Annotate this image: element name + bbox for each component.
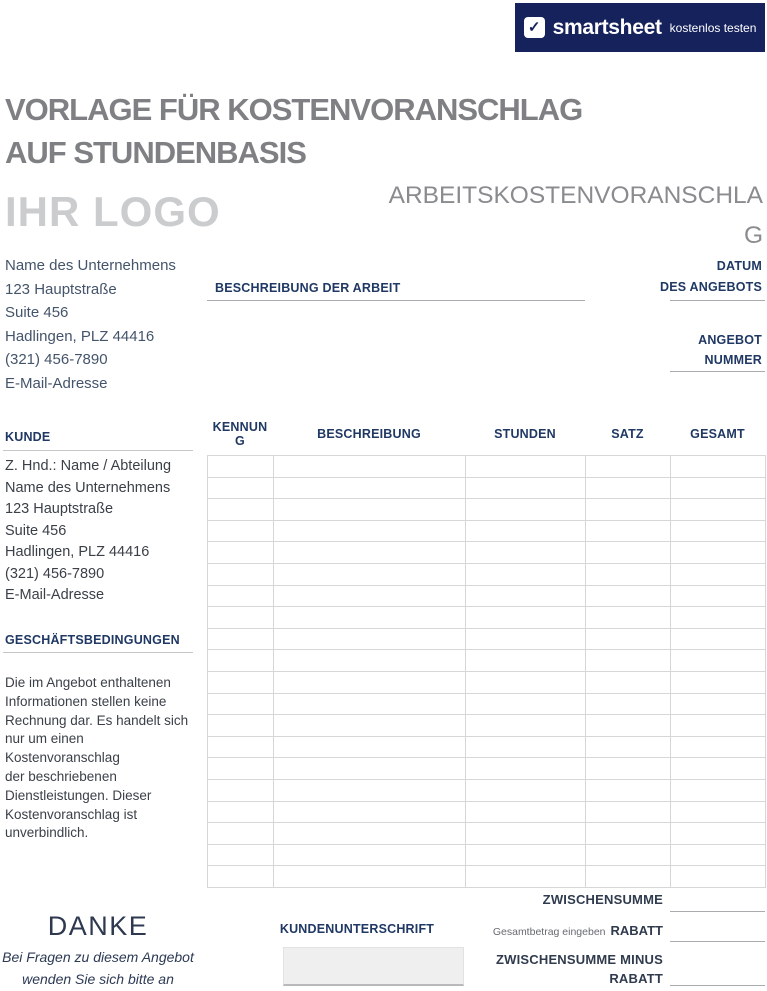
- contact-note: [0, 946, 196, 990]
- terms-text-line: Die im Angebot enthaltenen: [5, 675, 171, 690]
- table-cell[interactable]: [274, 845, 466, 867]
- table-cell[interactable]: [274, 499, 466, 521]
- quote-date-label: [660, 256, 762, 298]
- table-cell[interactable]: [586, 586, 671, 608]
- table-cell[interactable]: [208, 866, 274, 888]
- customer-info-line: 123 Hauptstraße: [5, 501, 114, 517]
- table-row: [208, 564, 766, 586]
- table-cell[interactable]: [466, 542, 586, 564]
- table-cell[interactable]: [586, 521, 671, 543]
- table-cell[interactable]: [466, 802, 586, 824]
- table-row: [208, 780, 766, 802]
- table-cell[interactable]: [671, 866, 766, 888]
- column-header-kennung: KENNUNG: [212, 419, 268, 448]
- table-row: [208, 694, 766, 716]
- table-cell[interactable]: [586, 845, 671, 867]
- table-cell[interactable]: [208, 737, 274, 759]
- table-cell[interactable]: [274, 521, 466, 543]
- terms-text-line: unverbindlich.: [5, 825, 89, 841]
- table-cell[interactable]: [208, 542, 274, 564]
- terms-section-divider: [3, 652, 193, 653]
- quote-number-label-line: ANGEBOT: [698, 333, 762, 347]
- quote-date-label-line: DES ANGEBOTS: [660, 280, 762, 294]
- table-cell[interactable]: [208, 521, 274, 543]
- table-cell[interactable]: [586, 629, 671, 651]
- table-cell[interactable]: [274, 629, 466, 651]
- table-cell[interactable]: [466, 845, 586, 867]
- table-cell[interactable]: [208, 650, 274, 672]
- table-cell[interactable]: [466, 780, 586, 802]
- table-cell[interactable]: [208, 694, 274, 716]
- table-cell[interactable]: [466, 521, 586, 543]
- grand-total-label-line: RABATT: [609, 971, 663, 986]
- table-row: [208, 521, 766, 543]
- table-cell[interactable]: [466, 629, 586, 651]
- table-cell[interactable]: [274, 694, 466, 716]
- table-row: [208, 737, 766, 759]
- table-cell[interactable]: [671, 542, 766, 564]
- table-cell[interactable]: [466, 737, 586, 759]
- table-row: [208, 802, 766, 824]
- table-cell[interactable]: [208, 802, 274, 824]
- grand-total-field[interactable]: [670, 985, 765, 986]
- company-info-line: Suite 456: [5, 304, 69, 322]
- table-cell[interactable]: [208, 845, 274, 867]
- smartsheet-logo-icon: [524, 17, 545, 38]
- contact-note-line: Bei Fragen zu diesem Angebot: [2, 949, 194, 965]
- table-cell[interactable]: [274, 758, 466, 780]
- customer-section-divider: [3, 450, 193, 451]
- table-cell[interactable]: [274, 715, 466, 737]
- table-cell[interactable]: [466, 456, 586, 478]
- customer-section-label: KUNDE: [5, 430, 51, 444]
- table-row: [208, 478, 766, 500]
- terms-text: [5, 674, 200, 843]
- signature-box[interactable]: [283, 947, 464, 986]
- table-cell[interactable]: [586, 823, 671, 845]
- table-cell[interactable]: [208, 672, 274, 694]
- table-cell[interactable]: [274, 456, 466, 478]
- table-cell[interactable]: [274, 586, 466, 608]
- table-cell[interactable]: [671, 737, 766, 759]
- terms-text-line: Kostenvoranschlag ist: [5, 806, 138, 822]
- table-cell[interactable]: [671, 715, 766, 737]
- table-cell[interactable]: [671, 694, 766, 716]
- table-cell[interactable]: [586, 564, 671, 586]
- table-cell[interactable]: [466, 564, 586, 586]
- table-row: [208, 629, 766, 651]
- quote-date-field[interactable]: [670, 300, 765, 301]
- table-cell[interactable]: [274, 672, 466, 694]
- terms-text-line: nur um einen Kostenvoranschlag: [5, 731, 120, 766]
- table-cell[interactable]: [466, 650, 586, 672]
- customer-info: [5, 456, 171, 607]
- table-cell[interactable]: [208, 456, 274, 478]
- table-row: [208, 542, 766, 564]
- quote-number-label: [698, 330, 762, 370]
- terms-text-line: Informationen stellen keine: [5, 693, 167, 709]
- table-cell[interactable]: [274, 866, 466, 888]
- discount-hint: Gesamtbetrag eingeben: [492, 926, 606, 938]
- terms-text-line: Dienstleistungen. Dieser: [5, 787, 152, 803]
- items-table-header: [207, 416, 765, 452]
- subtotal-label: ZWISCHENSUMME: [542, 892, 663, 907]
- column-header-satz: SATZ: [611, 426, 644, 441]
- table-row: [208, 672, 766, 694]
- subtotal-field[interactable]: [670, 911, 765, 912]
- thank-you-text: DANKE: [47, 911, 149, 941]
- table-cell[interactable]: [466, 586, 586, 608]
- table-row: [208, 499, 766, 521]
- table-row: [208, 758, 766, 780]
- table-cell[interactable]: [274, 802, 466, 824]
- table-cell[interactable]: [586, 737, 671, 759]
- table-cell[interactable]: [208, 715, 274, 737]
- table-cell[interactable]: [466, 866, 586, 888]
- table-cell[interactable]: [466, 715, 586, 737]
- customer-info-line: Z. Hnd.: Name / Abteilung: [5, 458, 172, 474]
- table-cell[interactable]: [671, 456, 766, 478]
- company-info-line: 123 Hauptstraße: [5, 280, 117, 298]
- customer-info-line: Suite 456: [5, 522, 67, 539]
- discount-row: [493, 922, 663, 940]
- table-cell[interactable]: [466, 694, 586, 716]
- table-cell[interactable]: [274, 542, 466, 564]
- table-cell[interactable]: [671, 629, 766, 651]
- table-cell[interactable]: [586, 866, 671, 888]
- company-info-line: E-Mail-Adresse: [5, 374, 108, 392]
- table-row: [208, 715, 766, 737]
- banner-cta-text: kostenlos testen: [669, 20, 757, 35]
- table-row: [208, 845, 766, 867]
- checkmark-icon: ✓: [527, 19, 541, 36]
- table-cell[interactable]: [586, 802, 671, 824]
- document-title-line: ARBEITSKOSTENVORANSCHLA: [388, 182, 763, 209]
- logo-placeholder: IHR LOGO: [5, 188, 221, 235]
- table-cell[interactable]: [671, 845, 766, 867]
- contact-note-line: wenden Sie sich bitte an: [22, 971, 174, 987]
- table-cell[interactable]: [208, 758, 274, 780]
- table-cell[interactable]: [671, 499, 766, 521]
- table-cell[interactable]: [274, 564, 466, 586]
- grand-total-label: [496, 950, 663, 988]
- quote-number-label-line: NUMMER: [704, 353, 762, 367]
- table-cell[interactable]: [274, 780, 466, 802]
- table-cell[interactable]: [274, 607, 466, 629]
- table-cell[interactable]: [586, 607, 671, 629]
- table-cell[interactable]: [671, 586, 766, 608]
- table-row: [208, 456, 766, 478]
- table-cell[interactable]: [586, 758, 671, 780]
- table-cell[interactable]: [274, 737, 466, 759]
- document-title: [383, 176, 763, 256]
- table-cell[interactable]: [671, 780, 766, 802]
- customer-info-line: E-Mail-Adresse: [5, 587, 105, 603]
- table-cell[interactable]: [671, 564, 766, 586]
- work-description-field[interactable]: [207, 300, 585, 301]
- table-row: [208, 650, 766, 672]
- table-cell[interactable]: [274, 478, 466, 500]
- terms-text-line: der beschriebenen: [5, 768, 117, 784]
- table-cell[interactable]: [466, 823, 586, 845]
- company-info-line: Hadlingen, PLZ 44416: [5, 327, 155, 345]
- table-cell[interactable]: [208, 478, 274, 500]
- column-header-gesamt: GESAMT: [690, 426, 745, 441]
- table-cell[interactable]: [586, 499, 671, 521]
- table-cell[interactable]: [671, 521, 766, 543]
- table-cell[interactable]: [586, 650, 671, 672]
- table-row: [208, 823, 766, 845]
- terms-text-line: Rechnung dar. Es handelt sich: [5, 712, 189, 728]
- table-cell[interactable]: [208, 629, 274, 651]
- table-cell[interactable]: [208, 607, 274, 629]
- customer-info-line: Name des Unternehmens: [5, 479, 171, 496]
- table-cell[interactable]: [586, 715, 671, 737]
- table-cell[interactable]: [208, 499, 274, 521]
- customer-info-line: Hadlingen, PLZ 44416: [5, 544, 150, 560]
- table-cell[interactable]: [274, 823, 466, 845]
- table-cell[interactable]: [586, 456, 671, 478]
- table-cell[interactable]: [208, 780, 274, 802]
- table-cell[interactable]: [586, 478, 671, 500]
- terms-section-label: GESCHÄFTSBEDINGUNGEN: [5, 633, 180, 647]
- signature-label: KUNDENUNTERSCHRIFT: [279, 922, 435, 936]
- table-cell[interactable]: [671, 823, 766, 845]
- discount-label: RABATT: [610, 923, 663, 938]
- smartsheet-banner[interactable]: [515, 3, 765, 52]
- table-cell[interactable]: [671, 607, 766, 629]
- company-info: [5, 254, 176, 396]
- column-header-stunden: STUNDEN: [494, 426, 556, 441]
- quote-number-field[interactable]: [670, 371, 765, 372]
- column-header-beschreibung: BESCHREIBUNG: [317, 426, 421, 441]
- table-cell[interactable]: [208, 564, 274, 586]
- table-cell[interactable]: [586, 694, 671, 716]
- table-row: [208, 607, 766, 629]
- table-row: [208, 866, 766, 888]
- table-cell[interactable]: [466, 478, 586, 500]
- company-info-line: (321) 456-7890: [5, 351, 108, 369]
- table-cell[interactable]: [671, 478, 766, 500]
- table-cell[interactable]: [466, 758, 586, 780]
- table-cell[interactable]: [274, 650, 466, 672]
- document-title-line: G: [743, 222, 763, 249]
- table-cell[interactable]: [466, 607, 586, 629]
- table-cell[interactable]: [671, 758, 766, 780]
- table-cell[interactable]: [208, 586, 274, 608]
- quote-date-label-line: DATUM: [716, 259, 762, 273]
- table-row: [208, 586, 766, 608]
- discount-field[interactable]: [670, 941, 765, 942]
- grand-total-label-line: ZWISCHENSUMME MINUS: [495, 952, 663, 967]
- table-cell[interactable]: [466, 499, 586, 521]
- table-cell[interactable]: [586, 672, 671, 694]
- table-cell[interactable]: [671, 650, 766, 672]
- smartsheet-wordmark: smartsheet: [552, 15, 662, 39]
- items-grid: [207, 455, 766, 888]
- work-description-label: BESCHREIBUNG DER ARBEIT: [215, 281, 401, 295]
- table-cell[interactable]: [671, 802, 766, 824]
- table-cell[interactable]: [586, 542, 671, 564]
- table-cell[interactable]: [586, 780, 671, 802]
- table-cell[interactable]: [208, 823, 274, 845]
- table-cell[interactable]: [671, 672, 766, 694]
- page-title: VORLAGE FÜR KOSTENVORANSCHLAG AUF STUNDENBASIS: [5, 92, 583, 170]
- table-cell[interactable]: [466, 672, 586, 694]
- company-info-line: Name des Unternehmens: [5, 257, 176, 274]
- customer-info-line: (321) 456-7890: [5, 565, 105, 582]
